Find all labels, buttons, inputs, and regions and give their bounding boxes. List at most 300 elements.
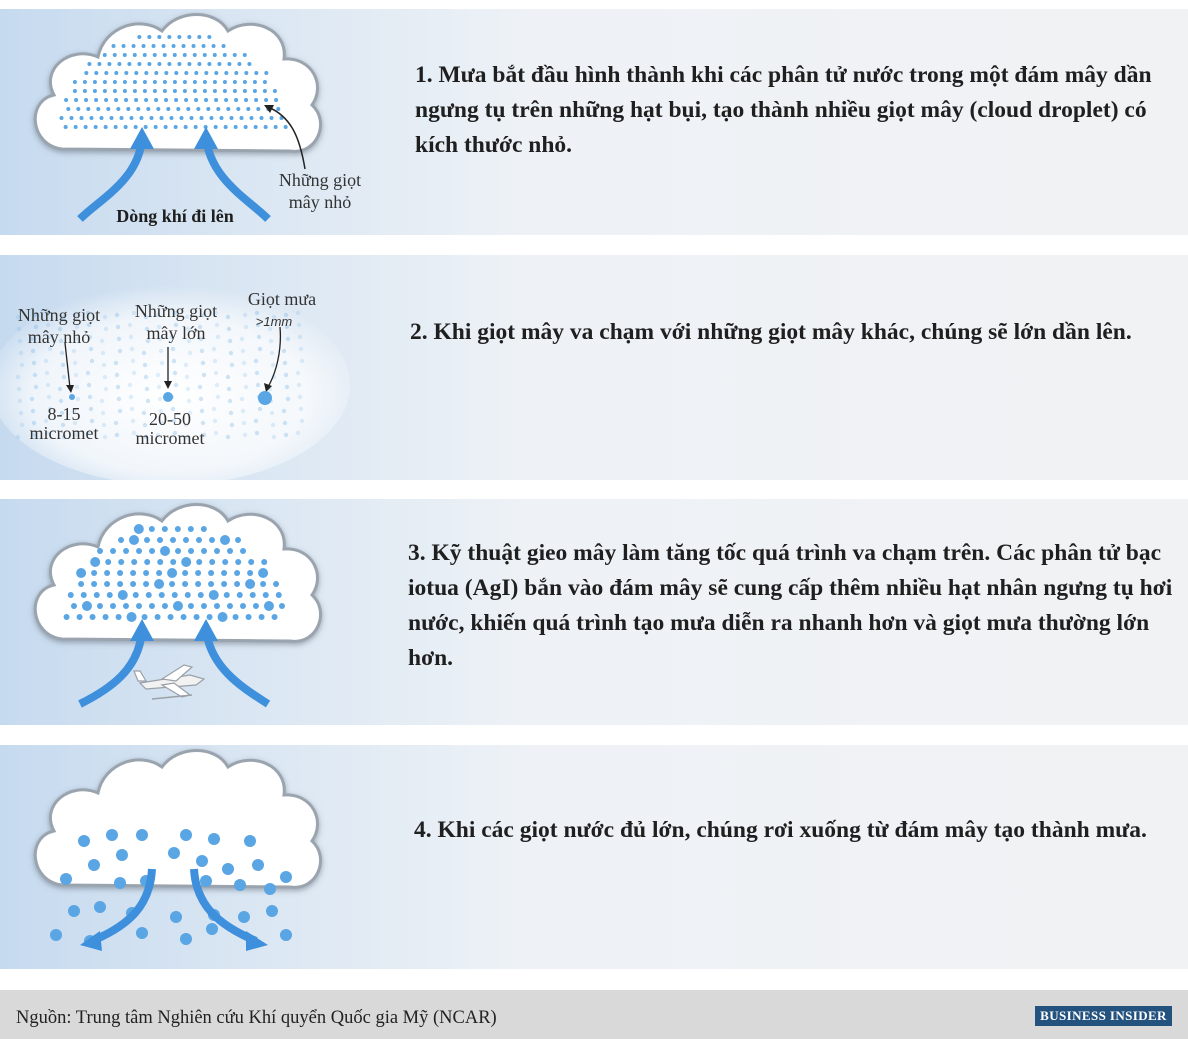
background-droplet — [87, 383, 91, 387]
small-droplet — [214, 548, 220, 554]
background-droplet — [272, 435, 276, 439]
small-droplet — [113, 80, 117, 84]
small-droplet — [237, 592, 243, 598]
small-droplet — [110, 603, 116, 609]
background-droplet — [184, 363, 188, 367]
background-droplet — [173, 371, 177, 375]
background-droplet — [171, 347, 175, 351]
small-droplet — [247, 62, 251, 66]
small-droplet — [227, 62, 231, 66]
small-droplet — [170, 116, 174, 120]
small-droplet — [133, 80, 137, 84]
large-droplet — [258, 568, 268, 578]
small-droplet — [207, 614, 213, 620]
background-droplet — [226, 375, 230, 379]
small-droplet — [104, 71, 108, 75]
step-4-text: 4. Khi các giọt nước đủ lớn, chúng rơi xuống từ đám mây tạo thành mưa. — [414, 817, 1147, 843]
background-droplet — [158, 397, 162, 401]
small-droplet — [157, 537, 163, 543]
background-droplet — [146, 399, 150, 403]
background-droplet — [199, 397, 203, 401]
small-droplet — [144, 98, 148, 102]
large-droplet — [82, 601, 92, 611]
small-droplet — [106, 107, 110, 111]
small-droplet — [84, 71, 88, 75]
small-droplet — [182, 581, 188, 587]
small-droplet — [223, 80, 227, 84]
small-droplet — [114, 125, 118, 129]
background-droplet — [214, 371, 218, 375]
small-droplet — [253, 80, 257, 84]
small-droplet — [264, 71, 268, 75]
small-droplet — [94, 98, 98, 102]
small-droplet — [137, 35, 141, 39]
small-droplet — [214, 603, 220, 609]
raindrop-label: Giọt mưa — [247, 289, 317, 309]
rain-drop-icon — [280, 871, 292, 883]
small-droplet — [136, 548, 142, 554]
small-droplet — [116, 614, 122, 620]
small-droplet — [173, 89, 177, 93]
small-droplet — [160, 116, 164, 120]
small-droplet — [74, 125, 78, 129]
background-droplet — [144, 375, 148, 379]
small-droplet — [193, 89, 197, 93]
small-droplet — [217, 62, 221, 66]
background-droplet — [202, 373, 206, 377]
small-droplet — [166, 107, 170, 111]
business-insider-logo: BUSINESS INSIDER — [1035, 1006, 1172, 1026]
small-droplet — [260, 581, 266, 587]
small-droplet — [123, 603, 129, 609]
raindrop-size-label: >1mm — [255, 314, 293, 329]
small-droplet — [196, 559, 202, 565]
small-droplets-label: Những giọt mây nhỏ — [278, 170, 362, 212]
background-droplet — [187, 399, 191, 403]
small-droplet — [110, 548, 116, 554]
small-droplet — [276, 592, 282, 598]
small-droplet — [162, 603, 168, 609]
small-droplet — [118, 559, 124, 565]
small-droplet — [154, 98, 158, 102]
small-droplet — [114, 71, 118, 75]
small-droplet — [196, 107, 200, 111]
small-droplet — [90, 116, 94, 120]
large-droplet — [167, 568, 177, 578]
small-droplet — [260, 116, 264, 120]
small-droplet — [122, 44, 126, 48]
small-droplet — [272, 614, 278, 620]
rain-drop-icon — [136, 927, 148, 939]
small-droplet — [187, 62, 191, 66]
background-droplet — [258, 347, 262, 351]
small-droplet — [91, 581, 97, 587]
background-droplet — [284, 373, 288, 377]
small-droplet — [172, 44, 176, 48]
background-droplet — [255, 431, 259, 435]
small-droplet — [175, 548, 181, 554]
background-droplet — [102, 363, 106, 367]
small-droplet — [220, 116, 224, 120]
background-droplet — [299, 347, 303, 351]
background-droplet — [258, 407, 262, 411]
background-droplet — [296, 371, 300, 375]
small-droplet — [163, 53, 167, 57]
small-droplet — [104, 98, 108, 102]
small-droplet — [182, 570, 188, 576]
small-droplet — [133, 592, 139, 598]
background-droplet — [215, 383, 219, 387]
large-droplet — [134, 524, 144, 534]
background-droplet — [100, 399, 104, 403]
small-droplet — [93, 80, 97, 84]
small-droplet — [100, 116, 104, 120]
background-droplet — [271, 363, 275, 367]
background-droplet — [157, 385, 161, 389]
source-note: Nguồn: Trung tâm Nghiên cứu Khí quyển Quốc gia Mỹ (NCAR) — [16, 1008, 497, 1028]
small-droplet — [94, 71, 98, 75]
small-droplet — [134, 125, 138, 129]
small-droplet — [94, 592, 100, 598]
background-droplet — [201, 361, 205, 365]
small-droplet — [153, 53, 157, 57]
small-droplet — [227, 603, 233, 609]
small-droplet — [84, 98, 88, 102]
background-droplet — [241, 409, 245, 413]
large-droplet — [173, 601, 183, 611]
small-droplet — [213, 89, 217, 93]
small-droplet — [157, 62, 161, 66]
small-droplet — [216, 107, 220, 111]
small-droplet — [185, 592, 191, 598]
small-droplet — [149, 526, 155, 532]
background-droplet — [60, 351, 64, 355]
background-droplet — [286, 397, 290, 401]
small-droplet — [223, 53, 227, 57]
background-droplet — [213, 359, 217, 363]
small-droplet — [243, 53, 247, 57]
background-droplet — [117, 397, 121, 401]
rain-drop-icon — [94, 901, 106, 913]
background-droplet — [286, 337, 290, 341]
small-droplet — [234, 570, 240, 576]
background-droplet — [271, 423, 275, 427]
background-droplet — [18, 399, 22, 403]
background-droplet — [62, 375, 66, 379]
small-droplet — [136, 107, 140, 111]
small-droplet — [270, 116, 274, 120]
background-droplet — [297, 383, 301, 387]
small-droplet — [230, 116, 234, 120]
large-droplet — [129, 535, 139, 545]
small-droplet — [142, 44, 146, 48]
footer — [0, 990, 1188, 1039]
step-1-text: 1. Mưa bắt đầu hình thành khi các phân tử nước trong một đám mây dần ngưng tụ trên những hạt bụi, tạo thành nhiều giọt mây (cloud droplet) có kích thước nhỏ. — [415, 62, 1152, 158]
small-droplet — [172, 592, 178, 598]
small-droplet — [156, 570, 162, 576]
step-3-illustration — [0, 499, 400, 725]
small-droplet — [214, 71, 218, 75]
background-droplet — [230, 363, 234, 367]
small-droplet — [198, 592, 204, 598]
background-droplet — [61, 363, 65, 367]
small-droplet — [259, 614, 265, 620]
small-droplet — [194, 614, 200, 620]
background-droplet — [160, 361, 164, 365]
small-droplet — [273, 89, 277, 93]
small-droplet — [153, 89, 157, 93]
small-droplet — [224, 592, 230, 598]
small-droplet — [208, 570, 214, 576]
small-droplet — [134, 71, 138, 75]
background-droplet — [75, 385, 79, 389]
small-droplet — [204, 71, 208, 75]
small-droplet — [221, 581, 227, 587]
small-droplet — [188, 548, 194, 554]
small-droplet — [147, 62, 151, 66]
background-droplet — [283, 361, 287, 365]
background-droplet — [298, 335, 302, 339]
small-droplet — [197, 62, 201, 66]
small-droplet — [204, 98, 208, 102]
background-droplet — [174, 383, 178, 387]
small-droplet — [66, 107, 70, 111]
small-droplet — [144, 125, 148, 129]
small-droplet — [192, 44, 196, 48]
small-droplet — [194, 71, 198, 75]
background-droplet — [33, 373, 37, 377]
background-droplet — [34, 385, 38, 389]
small-droplet — [80, 116, 84, 120]
background-droplet — [132, 371, 136, 375]
rain-drop-icon — [196, 855, 208, 867]
background-droplet — [229, 411, 233, 415]
small-droplet — [170, 559, 176, 565]
rain-drop-icon — [116, 849, 128, 861]
background-droplet — [142, 351, 146, 355]
small-droplet — [156, 107, 160, 111]
background-droplet — [116, 385, 120, 389]
small-droplet — [234, 125, 238, 129]
background-droplet — [188, 351, 192, 355]
small-droplet — [73, 80, 77, 84]
background-droplet — [200, 349, 204, 353]
raindrop — [258, 391, 272, 405]
small-droplet — [164, 125, 168, 129]
rain-drop-icon — [78, 835, 90, 847]
small-droplet — [213, 53, 217, 57]
background-droplet — [73, 361, 77, 365]
background-droplet — [31, 349, 35, 353]
small-droplet — [170, 537, 176, 543]
background-droplet — [115, 373, 119, 377]
small-droplet — [64, 614, 70, 620]
background-droplet — [47, 395, 51, 399]
background-droplet — [86, 371, 90, 375]
small-droplet — [154, 125, 158, 129]
rain-drop-icon — [200, 875, 212, 887]
small-droplet — [60, 116, 64, 120]
small-droplet — [126, 107, 130, 111]
background-droplet — [45, 371, 49, 375]
background-droplet — [172, 359, 176, 363]
small-droplet — [86, 107, 90, 111]
step-2-panel — [0, 255, 1188, 480]
small-droplet — [120, 116, 124, 120]
small-droplet — [153, 80, 157, 84]
small-droplet — [244, 98, 248, 102]
updraft-label: Dòng khí đi lên — [116, 206, 234, 226]
background-droplet — [242, 421, 246, 425]
background-droplet — [159, 349, 163, 353]
small-droplet — [143, 581, 149, 587]
background-droplet — [282, 349, 286, 353]
small-droplet — [222, 559, 228, 565]
background-droplet — [255, 371, 259, 375]
cloud-icon — [35, 751, 320, 888]
background-droplet — [284, 433, 288, 437]
small-droplet — [213, 80, 217, 84]
large-droplet — [163, 392, 173, 402]
small-droplet — [84, 125, 88, 129]
background-droplet — [88, 395, 92, 399]
small-droplet — [78, 581, 84, 587]
small-droplet — [253, 603, 259, 609]
small-droplet — [133, 89, 137, 93]
small-droplet — [244, 71, 248, 75]
downdraft-arrow-head — [80, 931, 102, 951]
small-droplet — [173, 80, 177, 84]
background-droplet — [115, 313, 119, 317]
large-droplet — [218, 612, 228, 622]
background-droplet — [270, 351, 274, 355]
background-droplet — [269, 339, 273, 343]
background-droplet — [131, 359, 135, 363]
small-droplet — [163, 80, 167, 84]
small-droplet — [233, 53, 237, 57]
background-droplet — [186, 387, 190, 391]
large-droplet — [245, 579, 255, 589]
small-droplet — [237, 62, 241, 66]
small-droplet — [284, 125, 288, 129]
small-droplet — [83, 80, 87, 84]
background-droplet — [256, 383, 260, 387]
small-droplet — [76, 107, 80, 111]
small-droplet — [195, 581, 201, 587]
small-droplet — [236, 107, 240, 111]
rain-drop-icon — [264, 883, 276, 895]
large-droplet — [220, 535, 230, 545]
small-droplet — [186, 107, 190, 111]
small-droplet — [234, 71, 238, 75]
small-droplet — [150, 116, 154, 120]
small-droplet — [203, 80, 207, 84]
small-droplet — [96, 107, 100, 111]
small-droplet — [183, 89, 187, 93]
small-droplet — [157, 559, 163, 565]
small-droplet — [94, 125, 98, 129]
small-droplet — [144, 537, 150, 543]
background-droplet — [283, 421, 287, 425]
small-droplet — [149, 603, 155, 609]
large-size-label: 20-50 micromet — [135, 409, 205, 448]
background-droplet — [145, 387, 149, 391]
small-droplet — [103, 89, 107, 93]
small-droplet — [263, 592, 269, 598]
background-droplet — [270, 411, 274, 415]
small-droplet — [226, 107, 230, 111]
rain-drop-icon — [252, 859, 264, 871]
small-droplet — [157, 35, 161, 39]
small-droplet — [110, 116, 114, 120]
small-droplet — [73, 89, 77, 93]
small-droplet — [180, 116, 184, 120]
background-droplet — [285, 385, 289, 389]
small-droplet — [91, 570, 97, 576]
background-droplet — [143, 363, 147, 367]
small-droplet — [112, 44, 116, 48]
small-droplet — [104, 125, 108, 129]
small-droplet — [224, 98, 228, 102]
small-droplet — [167, 62, 171, 66]
small-droplet — [130, 581, 136, 587]
background-droplet — [72, 349, 76, 353]
background-droplet — [46, 383, 50, 387]
small-droplet — [254, 125, 258, 129]
small-droplet — [190, 116, 194, 120]
background-droplet — [156, 373, 160, 377]
rain-drop-icon — [266, 905, 278, 917]
step-2-text: 2. Khi giọt mây va chạm với những giọt mây khác, chúng sẽ lớn dần lên. — [410, 319, 1132, 345]
small-droplet — [174, 71, 178, 75]
small-droplet — [137, 62, 141, 66]
rain-drop-icon — [106, 829, 118, 841]
small-droplet — [132, 44, 136, 48]
small-droplet — [97, 603, 103, 609]
small-droplet — [201, 548, 207, 554]
background-droplet — [44, 359, 48, 363]
small-droplet — [103, 80, 107, 84]
small-droplet — [177, 35, 181, 39]
background-droplet — [229, 351, 233, 355]
rain-drop-icon — [208, 833, 220, 845]
small-droplet — [254, 71, 258, 75]
background-droplet — [59, 399, 63, 403]
small-droplet — [69, 394, 75, 400]
small-droplet — [159, 592, 165, 598]
small-droplet — [209, 559, 215, 565]
small-droplet — [212, 44, 216, 48]
rain-drop-icon — [68, 905, 80, 917]
small-droplet — [274, 98, 278, 102]
background-droplet — [240, 397, 244, 401]
small-droplet — [124, 71, 128, 75]
large-droplets-label: Những giọt mây lớn — [134, 301, 218, 343]
small-droplets-label: Những giọt mây nhỏ — [17, 305, 101, 347]
rain-drop-icon — [180, 933, 192, 945]
small-droplet — [131, 559, 137, 565]
background-droplet — [257, 335, 261, 339]
rain-drop-icon — [234, 879, 246, 891]
downdraft-arrow-head — [246, 931, 268, 951]
small-droplet — [123, 53, 127, 57]
small-droplet — [246, 107, 250, 111]
background-droplet — [240, 337, 244, 341]
background-droplet — [243, 433, 247, 437]
small-droplet — [64, 125, 68, 129]
rain-drop-icon — [280, 929, 292, 941]
small-droplet — [214, 125, 218, 129]
